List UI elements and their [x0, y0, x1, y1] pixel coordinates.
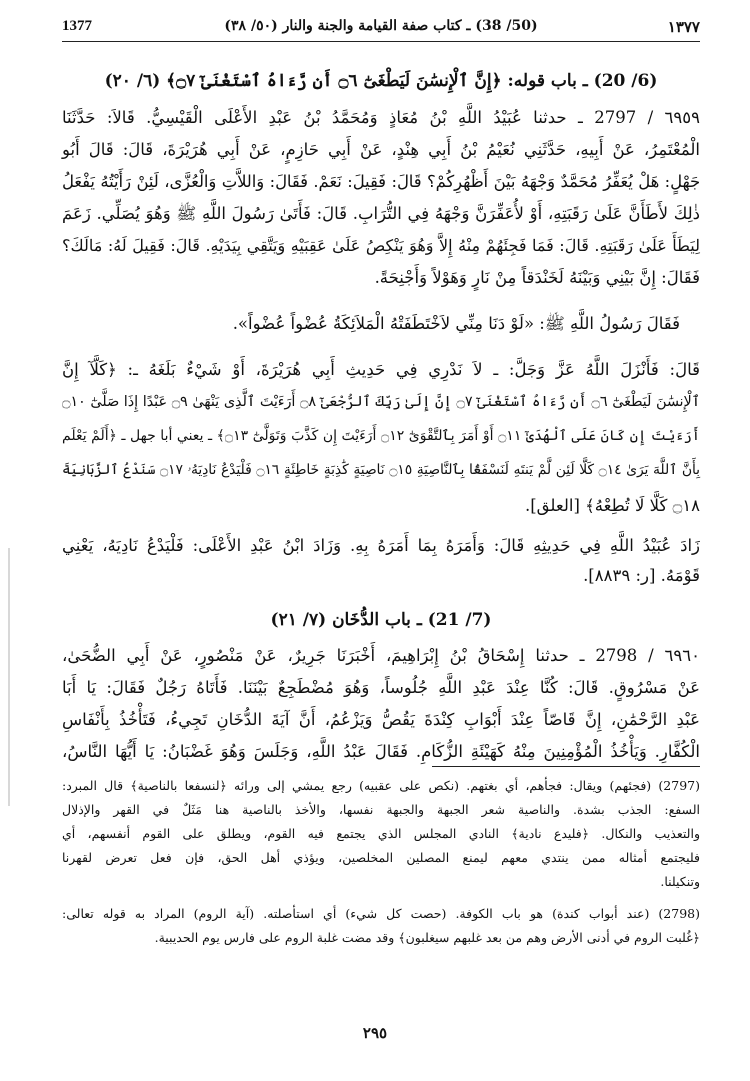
verse-line: أَرَءَيْتَ إِن كَانَ عَلَى ٱلْهُدَىٰٓ ۝١١ أَوْ أَمَرَ بِٱلتَّقْوَىٰٓ ۝١٢ أَرَءَيْتَ إِن كَذَّبَ وَتَوَلَّىٰٓ ۝١٣﴾ ـ يعني أبا جهل ـ ﴿أَلَمْ يَعْلَم — [62, 428, 700, 444]
hadith-line: عَبْدِ الرَّحْمَٰنِ، إِنَّ قَاصّاً عِنْدَ أَبْوَابِ كِنْدَةَ يَقُصُّ وَيَزْعُمُ، أَنَّ آيَةَ الدُّخَانِ تَجِيءُ، فَتَأْخُذُ بِأَنْفَاسِ — [62, 710, 700, 729]
chapter-heading-2: (7/ 21) ـ باب الدُّخَان (٧/ ٢١) — [270, 610, 492, 630]
hadith-line: الْمُعْتَمِرُ، عَنْ أَبِيهِ، حَدَّثَنِي نُعَيْمُ بْنُ أَبِي هِنْدٍ، عَنْ أَبِي حَازِمٍ، عَنْ أَبِي هُرَيْرَةَ، قَالَ: قَالَ أَبُو — [62, 140, 700, 159]
prophet-quote: فَقَالَ رَسُولُ اللَّهِ ﷺ: «لَوْ دَنَا مِنِّي لاَخْتَطَفَتْهُ الْمَلاَئِكَةُ عُضْواً عُضْواً». — [232, 314, 680, 333]
verse-line: بِأَنَّ ٱللَّهَ يَرَىٰ ۝١٤ كَلَّا لَئِن لَّمْ يَنتَهِ لَنَسْفَعًۢا بِٱلنَّاصِيَةِ ۝١٥ نَاصِيَةٍ كَٰذِبَةٍ خَاطِئَةٍ ۝١٦ فَلْيَدْعُ نَادِيَهُۥ ۝١٧ سَنَدْعُ ٱلزَّبَانِيَةَ — [62, 462, 701, 478]
hadith-line: فَقَالَ: إِنَّ بَيْنِي وَبَيْنَهُ لَخَنْدَقاً مِنْ نَارٍ وَهَوْلاً وَأَجْنِحَةً. — [374, 268, 700, 287]
hadith-line: جَهْلٍ: هَلْ يُعَفِّرُ مُحَمَّدٌ وَجْهَهُ بَيْنَ أَظْهُرِكُمْ؟ قَالَ: فَقِيلَ: نَعَمْ. فَقَالَ: وَاللاَّتِ وَالْعُزَّى، لَئِنْ رَأَيْتُهُ يَفْعَلُ — [62, 172, 700, 191]
verse-line: ۝١٨ كَلَّا لَا تُطِعْهُ﴾ [العلق]. — [524, 496, 700, 515]
footnote-line: (2797) (فجئهم) ويقال: فجأهم، أي بغتهم. (نكص على عقبيه) رجع يمشي إلى ورائه ﴿لنسفعا بالناصية﴾ قال المبرد: — [62, 778, 700, 793]
addition-line: زَادَ عُبَيْدُ اللَّهِ فِي حَدِيثِهِ قَالَ: وَأَمَرَهُ بِمَا أَمَرَهُ بِهِ. وَزَادَ ابْنُ عَبْدِ الأَعْلَى: فَلْيَدْعُ نَادِيَهُ، يَعْنِي — [62, 536, 700, 555]
footnote-line: (2798) (عند أبواب كندة) هو باب الكوفة. (حصت كل شيء) أي استأصلته. (آية الروم) المراد به قوله تعالى: — [62, 906, 700, 921]
verse-line: قَالَ: فَأَنْزَلَ اللَّهُ عَزَّ وَجَلَّ: ـ لاَ نَدْرِي فِي حَدِيثِ أَبِي هُرَيْرَةَ، أَوْ شَيْءٌ بَلَغَهُ ـ: ﴿كَلَّآ إِنَّ — [62, 360, 700, 379]
chapter-heading-1: (6/ 20) ـ باب قوله: ﴿إِنَّ ٱلْإِنسَٰنَ لَيَطْغَىٰٓ ۝٦ أَن رَّءَاهُ ٱسْتَغْنَىٰٓ ۝٧﴾ (٦/ ٢٠) — [104, 71, 658, 91]
page-number-footer: ٢٩٥ — [362, 1024, 388, 1042]
footnote-line: فليجتمع أمثاله ممن ينتدي معهم ليمنع المصلين المخلصين، ويؤذي أهل الحق، فإن فعل تعرض لقهرنا — [62, 850, 700, 865]
hadith-line: ٦٩٦٠ / 2798 ـ حدثنا إِسْحَاقُ بْنُ إِبْرَاهِيمَ، أَخْبَرَنَا جَرِيرٌ، عَنْ مَنْصُورٍ، عَنْ أَبِي الضُّحَىٰ، — [62, 646, 700, 665]
hadith-line: الْكُفَّارِ. وَيَأْخُذُ الْمُؤْمِنِينَ مِنْهُ كَهَيْئَةِ الزُّكَامِ. فَقَالَ عَبْدُ اللَّهِ، وَجَلَسَ وَهُوَ غَضْبَانُ: يَا أَيُّهَا النَّاسُ، — [62, 742, 700, 761]
footnote-line: وتنكيلنا. — [660, 874, 700, 889]
hadith-line: ٦٩٥٩ / 2797 ـ حدثنا عُبَيْدُ اللَّهِ بْنُ مُعَاذٍ وَمُحَمَّدُ بْنُ عَبْدِ الأَعْلَى الْقَيْسِيُّ. قَالاَ: حَدَّثَنَا — [62, 108, 700, 127]
scan-margin-mark — [8, 548, 10, 806]
footnote-line: ﴿غُلبت الروم في أدنى الأرض وهم من بعد غلبهم سيغلبون﴾ وقد مضت غلبة الروم على فارس يوم الحديبية. — [154, 930, 700, 945]
footnote-divider — [432, 766, 700, 767]
running-title: (50/ 38) ـ كتاب صفة القيامة والجنة والنار (٥٠/ ٣٨) — [224, 18, 538, 34]
hadith-line: ذٰلِكَ لأَطَأَنَّ عَلَىٰ رَقَبَتِهِ، أَوْ لأُعَفِّرَنَّ وَجْهَهُ فِي التُّرَابِ. قَالَ: فَأَتَىٰ رَسُولَ اللَّهِ ﷺ وَهُوَ يُصَلِّي. زَعَمَ — [62, 204, 700, 223]
hadith-line: عَنْ مَسْرُوقٍ. قَالَ: كُنَّا عِنْدَ عَبْدِ اللَّهِ جُلُوساً، وَهُوَ مُضْطَجِعٌ بَيْنَنَا. فَأَتَاهُ رَجُلٌ فَقَالَ: يَا أَبَا — [62, 678, 700, 697]
running-header — [62, 18, 700, 42]
verse-line: ٱلْإِنسَٰنَ لَيَطْغَىٰٓ ۝٦ أَن رَّءَاهُ ٱسْتَغْنَىٰٓ ۝٧ إِنَّ إِلَىٰ رَبِّكَ ٱلرُّجْعَىٰٓ ۝٨ أَرَءَيْتَ ٱلَّذِى يَنْهَىٰ ۝٩ عَبْدًا إِذَا صَلَّىٰٓ ۝١٠ — [62, 394, 700, 410]
page-number-latin: 1377 — [62, 18, 92, 34]
hadith-line: لِيَطَأَ عَلَىٰ رَقَبَتِهِ. قَالَ: فَمَا فَجِئَهُمْ مِنْهُ إِلاَّ وَهُوَ يَنْكِصُ عَلَىٰ عَقِبَيْهِ وَيَتَّقِي بِيَدَيْهِ. قَالَ: فَقِيلَ لَهُ: مَالَكَ؟ — [62, 236, 700, 255]
footnote-line: والتعذيب والنكال. ﴿فليدع نادية﴾ النادي المجلس الذي يجتمع فيه القوم، ويطلق على القوم أنفسهم، أي — [62, 826, 700, 841]
page-number-arabic: ١٣٧٧ — [667, 18, 700, 36]
addition-line: قَوْمَهُ. [ر: ٨٨٣٩]. — [583, 566, 700, 585]
footnote-line: السفع: الجذب بشدة. والناصية شعر الجبهة والجبهة نفسها، والأخذ بالناصية هنا مَثَلٌ في القهر والإذلال — [62, 802, 700, 817]
